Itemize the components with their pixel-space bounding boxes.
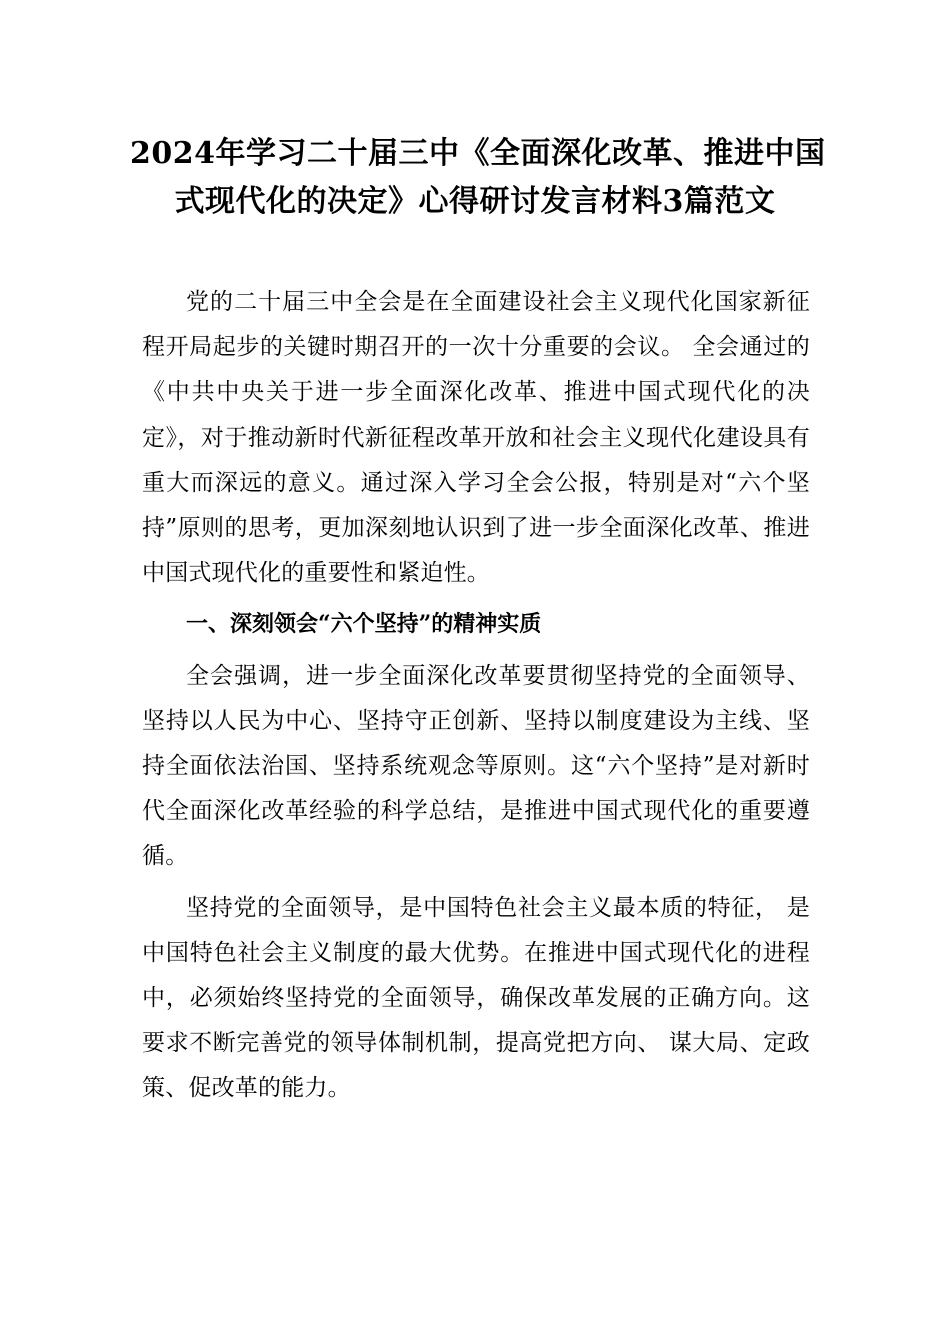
title-line-2: 式现代化的决定》心得研讨发言材料3篇范文 — [174, 184, 776, 219]
intro-paragraph: 党的二十届三中全会是在全面建设社会主义现代化国家新征程开局起步的关键时期召开的一次十分重要的会议。 全会通过的《中共中央关于进一步全面深化改革、推进中国式现代化的决定》，对于推动新时代新征程改革开放和社会主义现代化建设具有重大而深远的意义。通过深入学习全会公报，特别是对“六个坚持”原则的思考，更加深刻地认识到了进一步全面深化改革、推进中国式现代化的重要性和紧迫性。 — [142, 289, 810, 587]
section-1-heading: 一、深刻领会“六个坚持”的精神实质 — [186, 611, 542, 638]
document-title — [130, 130, 826, 226]
title-line-1: 2024年学习二十届三中《全面深化改革、推进中国 — [130, 136, 826, 171]
document-body — [142, 280, 810, 1112]
section-1-paragraph-2: 坚持党的全面领导，是中国特色社会主义最本质的特征， 是中国特色社会主义制度的最大优势。在推进中国式现代化的进程中，必须始终坚持党的全面领导，确保改革发展的正确方向。这要求不断完善党的领导体制机制，提高党把方向、 谋大局、定政策、促改革的能力。 — [142, 894, 810, 1102]
section-1-paragraph-1: 全会强调，进一步全面深化改革要贯彻坚持党的全面领导、坚持以人民为中心、坚持守正创新、坚持以制度建设为主线、坚持全面依法治国、坚持系统观念等原则。这“六个坚持”是对新时代全面深化改革经验的科学总结，是推进中国式现代化的重要遵循。 — [142, 662, 810, 870]
